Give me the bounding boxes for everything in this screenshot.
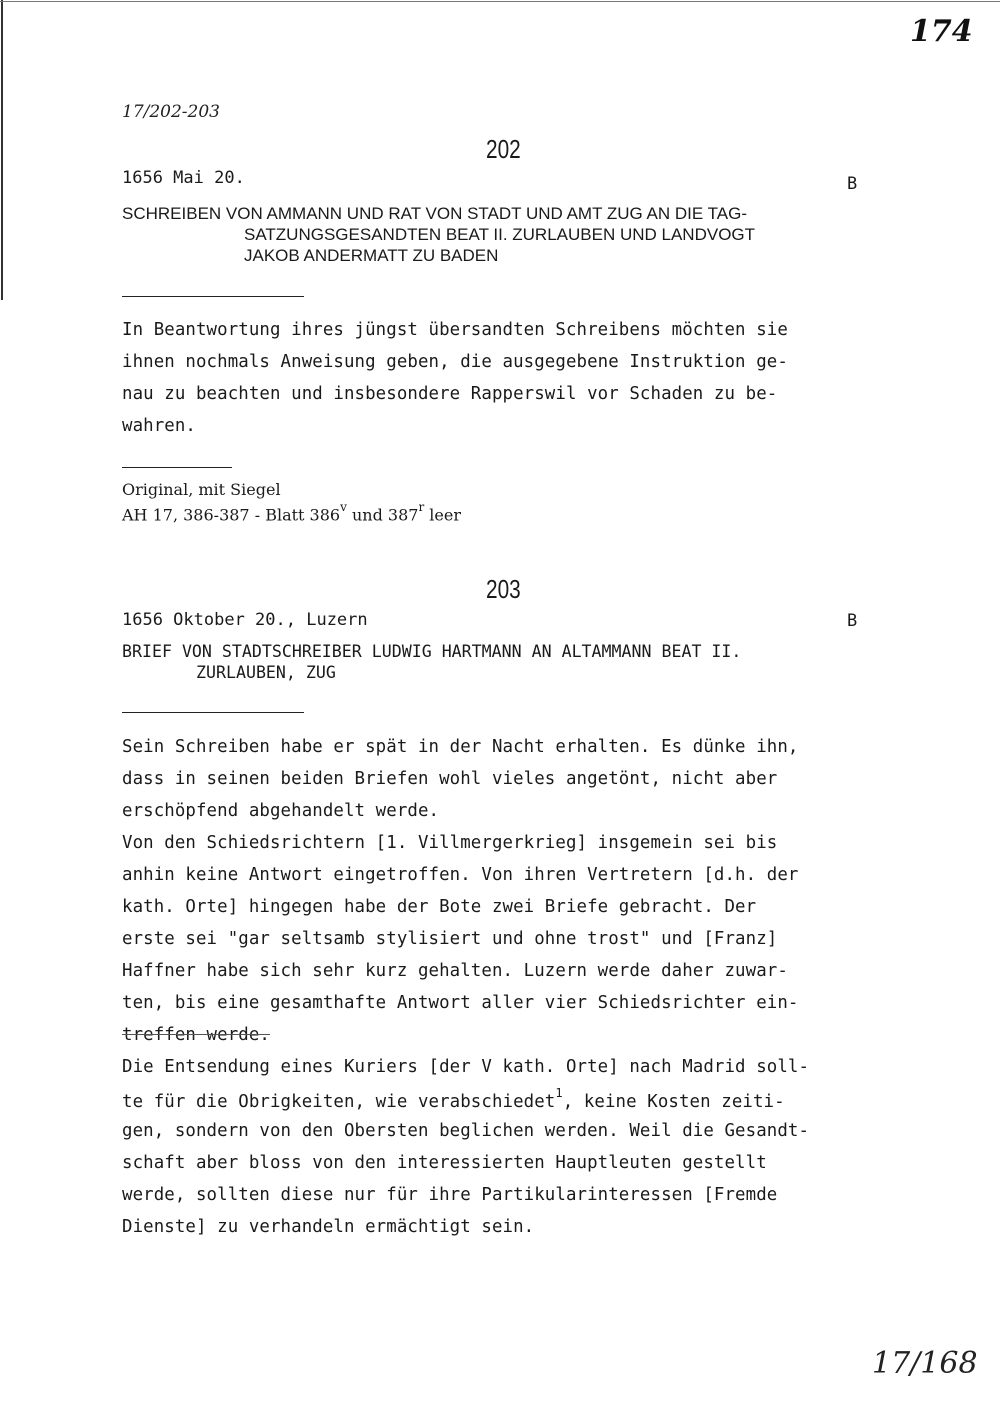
archive-mark: 17/168: [872, 1346, 978, 1381]
body-line: dass in seinen beiden Briefen wohl vieles angetönt, nicht aber: [122, 769, 778, 789]
document-date: 1656 Oktober 20., Luzern: [122, 610, 368, 630]
body-line: [122, 1086, 785, 1112]
body-line: erschöpfend abgehandelt werde.: [122, 801, 440, 821]
body-line: Die Entsendung eines Kuriers [der V kath. Orte] nach Madrid soll-: [122, 1057, 810, 1077]
scan-edge-top: [0, 1, 1000, 2]
separator-rule: [122, 296, 304, 297]
source-note: Original, mit Siegel: [122, 480, 281, 499]
body-line: gen, sondern von den Obersten beglichen werden. Weil die Gesandt-: [122, 1121, 810, 1141]
reference-number: 17/202-203: [122, 102, 220, 122]
body-line: nau zu beachten und insbesondere Rapperswil vor Schaden zu be-: [122, 384, 778, 404]
source-reference-text: und 387: [346, 505, 419, 525]
source-reference-text: leer: [424, 505, 461, 525]
body-line-text: , keine Kosten zeiti-: [562, 1091, 785, 1112]
body-line: Von den Schiedsrichtern [1. Villmergerkrieg] insgemein sei bis: [122, 833, 778, 853]
body-line: anhin keine Antwort eingetroffen. Von ihren Vertretern [d.h. der: [122, 865, 799, 885]
source-reference: [122, 500, 461, 525]
body-line: kath. Orte] hingegen habe der Bote zwei Briefe gebracht. Der: [122, 897, 757, 917]
document-title-line: SCHREIBEN VON AMMANN UND RAT VON STADT UND AMT ZUG AN DIE TAG-: [122, 204, 747, 223]
document-title-line: ZURLAUBEN, ZUG: [196, 663, 336, 682]
body-line-text: te für die Obrigkeiten, wie verabschiedet: [122, 1091, 556, 1112]
body-line: werde, sollten diese nur für ihre Partikularinteressen [Fremde: [122, 1185, 778, 1205]
scan-edge-left: [1, 0, 3, 300]
separator-rule: [122, 712, 304, 713]
folio-stamp: 174: [910, 14, 973, 49]
document-type-marker: B: [847, 611, 858, 631]
body-line: ten, bis eine gesamthafte Antwort aller vier Schiedsrichter ein-: [122, 993, 799, 1013]
body-line: wahren.: [122, 416, 196, 436]
document-title-line: BRIEF VON STADTSCHREIBER LUDWIG HARTMANN AN ALTAMMANN BEAT II.: [122, 642, 742, 661]
body-line: In Beantwortung ihres jüngst übersandten Schreibens möchten sie: [122, 320, 788, 340]
source-reference-text: AH 17, 386-387 - Blatt 386: [122, 505, 341, 525]
body-line: Sein Schreiben habe er spät in der Nacht erhalten. Es dünke ihn,: [122, 737, 799, 757]
body-line-struck: treffen werde.: [122, 1025, 270, 1045]
document-number: 203: [486, 574, 521, 604]
footnote-marker: 1: [555, 1086, 563, 1100]
body-line: ihnen nochmals Anweisung geben, die ausgegebene Instruktion ge-: [122, 352, 788, 372]
document-title-line: SATZUNGSGESANDTEN BEAT II. ZURLAUBEN UND LANDVOGT: [244, 225, 756, 244]
document-number: 202: [486, 134, 521, 164]
separator-rule: [122, 467, 232, 468]
body-line: schaft aber bloss von den interessierten Hauptleuten gestellt: [122, 1153, 767, 1173]
verso-mark: v: [340, 500, 347, 514]
document-title-line: JAKOB ANDERMATT ZU BADEN: [244, 246, 499, 265]
body-line: Haffner habe sich sehr kurz gehalten. Luzern werde daher zuwar-: [122, 961, 788, 981]
document-type-marker: B: [847, 174, 858, 194]
document-date: 1656 Mai 20.: [122, 168, 245, 188]
body-line: Dienste] zu verhandeln ermächtigt sein.: [122, 1217, 535, 1237]
recto-mark: r: [418, 500, 425, 514]
body-line: erste sei "gar seltsamb stylisiert und ohne trost" und [Franz]: [122, 929, 778, 949]
